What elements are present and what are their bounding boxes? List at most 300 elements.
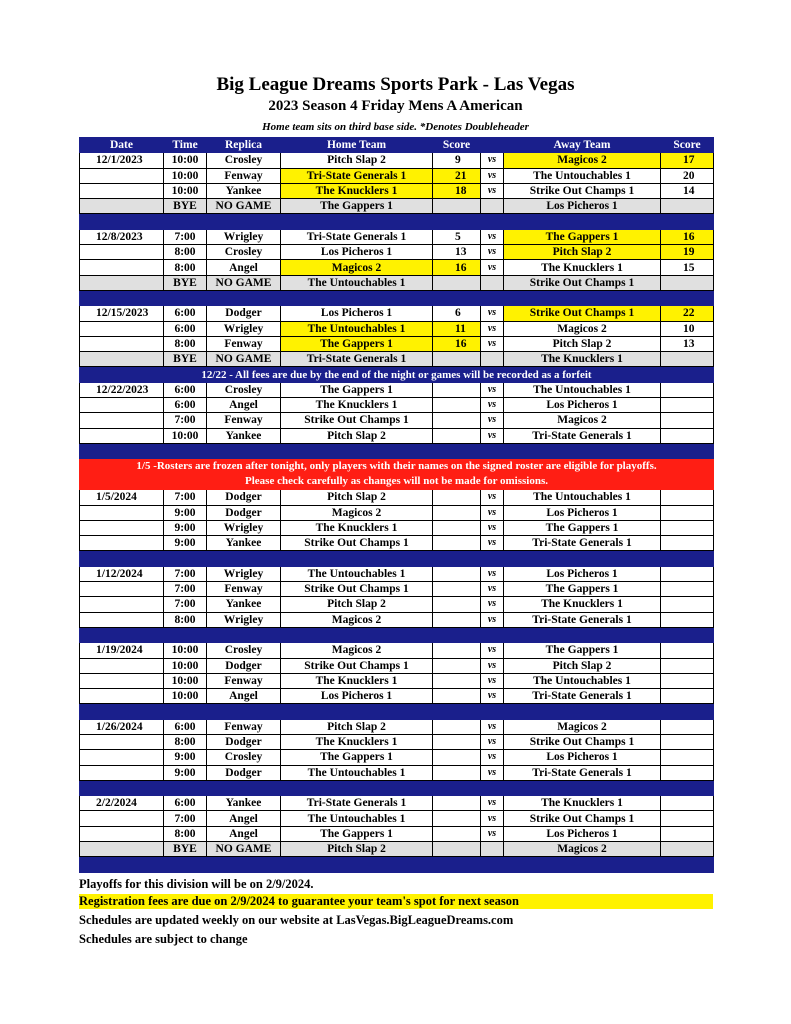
time-cell: 8:00 <box>164 612 207 627</box>
game-row <box>80 229 714 244</box>
bye-team-home: Pitch Slap 2 <box>281 842 433 857</box>
away-team: The Knucklers 1 <box>504 597 661 612</box>
replica-field: Crosley <box>207 245 281 260</box>
away-score <box>661 842 714 857</box>
replica-field: Dodger <box>207 658 281 673</box>
game-row <box>80 566 714 581</box>
replica-field: Fenway <box>207 673 281 688</box>
away-score <box>661 582 714 597</box>
away-score <box>661 811 714 826</box>
away-score <box>661 765 714 780</box>
away-team: Tri-State Generals 1 <box>504 612 661 627</box>
date-cell: 12/8/2023 <box>80 229 164 244</box>
replica-field: Dodger <box>207 490 281 505</box>
home-score <box>433 750 481 765</box>
away-team: Tri-State Generals 1 <box>504 689 661 704</box>
date-cell <box>80 765 164 780</box>
time-cell: 7:00 <box>164 413 207 428</box>
home-team: The Gappers 1 <box>281 336 433 351</box>
time-cell: 7:00 <box>164 582 207 597</box>
game-row <box>80 398 714 413</box>
away-score <box>661 566 714 581</box>
vs-label: vs <box>481 689 504 704</box>
date-cell <box>80 413 164 428</box>
col-header-replica: Replica <box>207 138 281 153</box>
vs-label: vs <box>481 719 504 734</box>
home-score <box>433 428 481 443</box>
home-team: The Gappers 1 <box>281 750 433 765</box>
col-header-time: Time <box>164 138 207 153</box>
date-cell <box>80 811 164 826</box>
replica-field: Wrigley <box>207 321 281 336</box>
game-row <box>80 245 714 260</box>
bye-row <box>80 842 714 857</box>
away-team: Tri-State Generals 1 <box>504 536 661 551</box>
col-header-date: Date <box>80 138 164 153</box>
away-team: Pitch Slap 2 <box>504 658 661 673</box>
home-score <box>433 536 481 551</box>
home-score <box>433 382 481 397</box>
time-cell: 6:00 <box>164 382 207 397</box>
home-team: Magicos 2 <box>281 612 433 627</box>
home-team: The Untouchables 1 <box>281 811 433 826</box>
vs-label: vs <box>481 183 504 198</box>
replica-field: Wrigley <box>207 520 281 535</box>
away-team: The Knucklers 1 <box>504 796 661 811</box>
home-team-note: Home team sits on third base side. *Denotes Doubleheader <box>262 121 529 133</box>
home-score <box>433 658 481 673</box>
date-cell <box>80 168 164 183</box>
fees-notice: 12/22 - All fees are due by the end of the night or games will be recorded as a forfeit <box>80 367 714 382</box>
home-score <box>433 765 481 780</box>
season-subtitle: 2023 Season 4 Friday Mens A American <box>268 98 523 114</box>
replica-field: Dodger <box>207 505 281 520</box>
date-cell: 1/26/2024 <box>80 719 164 734</box>
home-score <box>433 719 481 734</box>
home-team: The Knucklers 1 <box>281 398 433 413</box>
home-team: The Knucklers 1 <box>281 734 433 749</box>
bye-team-away: Los Picheros 1 <box>504 199 661 214</box>
home-score <box>433 413 481 428</box>
time-cell: 10:00 <box>164 658 207 673</box>
away-score: 13 <box>661 336 714 351</box>
bye-row <box>80 352 714 367</box>
home-score <box>433 734 481 749</box>
away-score <box>661 490 714 505</box>
date-cell: 1/12/2024 <box>80 566 164 581</box>
home-team: Pitch Slap 2 <box>281 153 433 168</box>
game-row <box>80 643 714 658</box>
time-cell: 6:00 <box>164 306 207 321</box>
roster-alert-row <box>80 459 714 490</box>
away-team: Tri-State Generals 1 <box>504 428 661 443</box>
away-team: Magicos 2 <box>504 321 661 336</box>
vs-label: vs <box>481 734 504 749</box>
home-score: 5 <box>433 229 481 244</box>
date-cell <box>80 734 164 749</box>
away-score: 17 <box>661 153 714 168</box>
col-header-vs <box>481 138 504 153</box>
away-score: 20 <box>661 168 714 183</box>
game-row <box>80 168 714 183</box>
away-score <box>661 413 714 428</box>
home-team: Strike Out Champs 1 <box>281 413 433 428</box>
game-row <box>80 536 714 551</box>
home-score <box>433 398 481 413</box>
no-game-label: NO GAME <box>207 352 281 367</box>
game-row <box>80 490 714 505</box>
date-cell: 12/15/2023 <box>80 306 164 321</box>
vs-label: vs <box>481 643 504 658</box>
replica-field: Yankee <box>207 796 281 811</box>
replica-field: Angel <box>207 689 281 704</box>
replica-field: Angel <box>207 398 281 413</box>
game-row <box>80 582 714 597</box>
game-row <box>80 658 714 673</box>
away-team: Strike Out Champs 1 <box>504 183 661 198</box>
home-team: Pitch Slap 2 <box>281 428 433 443</box>
home-score <box>433 689 481 704</box>
vs-label: vs <box>481 490 504 505</box>
time-cell: 10:00 <box>164 183 207 198</box>
away-score <box>661 734 714 749</box>
bye-label: BYE <box>164 199 207 214</box>
time-cell: 10:00 <box>164 689 207 704</box>
away-score <box>661 826 714 841</box>
home-score <box>433 275 481 290</box>
week-separator <box>80 290 714 305</box>
replica-field: Dodger <box>207 306 281 321</box>
time-cell: 7:00 <box>164 490 207 505</box>
home-score <box>433 673 481 688</box>
vs-label: vs <box>481 826 504 841</box>
away-team: The Untouchables 1 <box>504 673 661 688</box>
home-score: 16 <box>433 336 481 351</box>
vs-label: vs <box>481 245 504 260</box>
away-team: Magicos 2 <box>504 413 661 428</box>
away-score <box>661 689 714 704</box>
game-row <box>80 811 714 826</box>
away-team: Strike Out Champs 1 <box>504 734 661 749</box>
no-game-label: NO GAME <box>207 275 281 290</box>
home-team: Pitch Slap 2 <box>281 490 433 505</box>
no-game-label: NO GAME <box>207 199 281 214</box>
vs-label: vs <box>481 306 504 321</box>
fees-notice-row <box>80 367 714 382</box>
home-team: Strike Out Champs 1 <box>281 536 433 551</box>
home-score <box>433 352 481 367</box>
replica-field: Fenway <box>207 336 281 351</box>
home-team: Tri-State Generals 1 <box>281 796 433 811</box>
no-game-label: NO GAME <box>207 842 281 857</box>
away-score <box>661 597 714 612</box>
header-row <box>80 138 714 153</box>
separator-cell <box>80 290 714 305</box>
replica-field: Dodger <box>207 765 281 780</box>
replica-field: Fenway <box>207 582 281 597</box>
separator-cell <box>80 443 714 458</box>
away-team: Pitch Slap 2 <box>504 336 661 351</box>
home-team: Magicos 2 <box>281 643 433 658</box>
vs-label: vs <box>481 597 504 612</box>
away-score: 15 <box>661 260 714 275</box>
game-row <box>80 505 714 520</box>
subject-to-change-note: Schedules are subject to change <box>79 932 248 946</box>
date-cell <box>80 428 164 443</box>
game-row <box>80 673 714 688</box>
time-cell: 7:00 <box>164 566 207 581</box>
bye-team-home: The Gappers 1 <box>281 199 433 214</box>
home-team: The Gappers 1 <box>281 826 433 841</box>
game-row <box>80 428 714 443</box>
game-row <box>80 612 714 627</box>
date-cell <box>80 689 164 704</box>
bye-row <box>80 275 714 290</box>
game-row <box>80 689 714 704</box>
date-cell <box>80 321 164 336</box>
home-score: 6 <box>433 306 481 321</box>
game-row <box>80 796 714 811</box>
date-cell <box>80 582 164 597</box>
home-team: The Knucklers 1 <box>281 520 433 535</box>
separator-cell <box>80 857 714 872</box>
away-team: Magicos 2 <box>504 153 661 168</box>
roster-alert-line-2: Please check carefully as changes will not be made for omissions. <box>245 475 548 488</box>
away-score <box>661 536 714 551</box>
time-cell: 7:00 <box>164 811 207 826</box>
game-row <box>80 826 714 841</box>
replica-field: Crosley <box>207 382 281 397</box>
vs-label: vs <box>481 582 504 597</box>
week-separator <box>80 857 714 872</box>
time-cell: 6:00 <box>164 321 207 336</box>
time-cell: 8:00 <box>164 336 207 351</box>
date-cell: 12/22/2023 <box>80 382 164 397</box>
vs-label: vs <box>481 321 504 336</box>
col-header-home-team: Home Team <box>281 138 433 153</box>
away-team: The Untouchables 1 <box>504 490 661 505</box>
away-score <box>661 520 714 535</box>
away-team: Los Picheros 1 <box>504 505 661 520</box>
replica-field: Fenway <box>207 719 281 734</box>
time-cell: 9:00 <box>164 505 207 520</box>
home-score <box>433 643 481 658</box>
separator-cell <box>80 214 714 229</box>
date-cell <box>80 750 164 765</box>
bye-label: BYE <box>164 352 207 367</box>
replica-field: Crosley <box>207 750 281 765</box>
vs-label: vs <box>481 168 504 183</box>
time-cell: 7:00 <box>164 229 207 244</box>
replica-field: Angel <box>207 811 281 826</box>
away-score <box>661 398 714 413</box>
away-score <box>661 505 714 520</box>
col-header-away-team: Away Team <box>504 138 661 153</box>
away-team: The Gappers 1 <box>504 643 661 658</box>
playoffs-note: Playoffs for this division will be on 2/9/2024. <box>79 877 314 891</box>
away-score: 10 <box>661 321 714 336</box>
game-row <box>80 750 714 765</box>
week-separator <box>80 627 714 642</box>
date-cell <box>80 826 164 841</box>
roster-alert <box>80 459 714 490</box>
game-row <box>80 597 714 612</box>
date-cell <box>80 520 164 535</box>
date-cell <box>80 260 164 275</box>
home-team: Pitch Slap 2 <box>281 597 433 612</box>
vs-cell <box>481 199 504 214</box>
bye-team-away: Magicos 2 <box>504 842 661 857</box>
away-score <box>661 643 714 658</box>
vs-label: vs <box>481 336 504 351</box>
bye-label: BYE <box>164 842 207 857</box>
vs-label: vs <box>481 765 504 780</box>
vs-label: vs <box>481 153 504 168</box>
home-team: Strike Out Champs 1 <box>281 658 433 673</box>
game-row <box>80 734 714 749</box>
replica-field: Wrigley <box>207 229 281 244</box>
home-team: Los Picheros 1 <box>281 245 433 260</box>
page-title: Big League Dreams Sports Park - Las Vegas <box>216 74 575 95</box>
time-cell: 9:00 <box>164 750 207 765</box>
separator-cell <box>80 780 714 795</box>
bye-team-away: Strike Out Champs 1 <box>504 275 661 290</box>
home-team: Magicos 2 <box>281 505 433 520</box>
home-team: Los Picheros 1 <box>281 689 433 704</box>
away-team: Strike Out Champs 1 <box>504 811 661 826</box>
game-row <box>80 260 714 275</box>
time-cell: 9:00 <box>164 765 207 780</box>
separator-cell <box>80 704 714 719</box>
away-score <box>661 796 714 811</box>
time-cell: 7:00 <box>164 597 207 612</box>
date-cell <box>80 398 164 413</box>
time-cell: 9:00 <box>164 536 207 551</box>
home-score <box>433 520 481 535</box>
away-score: 14 <box>661 183 714 198</box>
date-cell: 1/19/2024 <box>80 643 164 658</box>
bye-team-home: The Untouchables 1 <box>281 275 433 290</box>
week-separator <box>80 551 714 566</box>
vs-label: vs <box>481 796 504 811</box>
away-team: The Untouchables 1 <box>504 168 661 183</box>
date-cell: 1/5/2024 <box>80 490 164 505</box>
game-row <box>80 520 714 535</box>
date-cell <box>80 658 164 673</box>
vs-label: vs <box>481 750 504 765</box>
time-cell: 6:00 <box>164 398 207 413</box>
date-cell <box>80 336 164 351</box>
away-score <box>661 428 714 443</box>
date-cell <box>80 199 164 214</box>
away-score <box>661 382 714 397</box>
bye-row <box>80 199 714 214</box>
home-team: The Untouchables 1 <box>281 765 433 780</box>
date-cell <box>80 673 164 688</box>
date-cell <box>80 352 164 367</box>
replica-field: Angel <box>207 826 281 841</box>
home-team: Los Picheros 1 <box>281 306 433 321</box>
vs-label: vs <box>481 229 504 244</box>
home-score <box>433 490 481 505</box>
replica-field: Wrigley <box>207 566 281 581</box>
col-header-away-score: Score <box>661 138 714 153</box>
bye-label: BYE <box>164 275 207 290</box>
date-cell <box>80 536 164 551</box>
home-team: The Knucklers 1 <box>281 673 433 688</box>
away-score <box>661 275 714 290</box>
schedule-body <box>80 153 714 872</box>
replica-field: Fenway <box>207 413 281 428</box>
game-row <box>80 306 714 321</box>
home-team: Tri-State Generals 1 <box>281 229 433 244</box>
away-team: The Gappers 1 <box>504 582 661 597</box>
vs-label: vs <box>481 428 504 443</box>
replica-field: Yankee <box>207 428 281 443</box>
home-team: Pitch Slap 2 <box>281 719 433 734</box>
replica-field: Yankee <box>207 183 281 198</box>
date-cell <box>80 275 164 290</box>
vs-label: vs <box>481 520 504 535</box>
vs-label: vs <box>481 505 504 520</box>
vs-label: vs <box>481 658 504 673</box>
home-score: 13 <box>433 245 481 260</box>
home-score <box>433 566 481 581</box>
vs-label: vs <box>481 566 504 581</box>
away-score: 22 <box>661 306 714 321</box>
time-cell: 8:00 <box>164 826 207 841</box>
week-separator <box>80 443 714 458</box>
date-cell <box>80 597 164 612</box>
game-row <box>80 153 714 168</box>
game-row <box>80 413 714 428</box>
time-cell: 6:00 <box>164 796 207 811</box>
bye-team-away: The Knucklers 1 <box>504 352 661 367</box>
home-team: The Knucklers 1 <box>281 183 433 198</box>
away-team: Pitch Slap 2 <box>504 245 661 260</box>
away-score <box>661 352 714 367</box>
away-team: The Gappers 1 <box>504 229 661 244</box>
time-cell: 10:00 <box>164 673 207 688</box>
away-team: Los Picheros 1 <box>504 398 661 413</box>
replica-field: Fenway <box>207 168 281 183</box>
away-score: 16 <box>661 229 714 244</box>
game-row <box>80 183 714 198</box>
home-score: 18 <box>433 183 481 198</box>
away-team: The Untouchables 1 <box>504 382 661 397</box>
home-score: 21 <box>433 168 481 183</box>
home-score <box>433 582 481 597</box>
away-score <box>661 750 714 765</box>
away-team: Tri-State Generals 1 <box>504 765 661 780</box>
website-note: Schedules are updated weekly on our website at LasVegas.BigLeagueDreams.com <box>79 913 514 927</box>
away-score <box>661 658 714 673</box>
week-separator <box>80 780 714 795</box>
away-score: 19 <box>661 245 714 260</box>
home-score <box>433 826 481 841</box>
vs-cell <box>481 352 504 367</box>
home-team: The Untouchables 1 <box>281 566 433 581</box>
away-team: The Gappers 1 <box>504 520 661 535</box>
home-score <box>433 505 481 520</box>
date-cell <box>80 245 164 260</box>
week-separator <box>80 704 714 719</box>
time-cell: 10:00 <box>164 168 207 183</box>
vs-label: vs <box>481 398 504 413</box>
home-score <box>433 811 481 826</box>
home-team: Tri-State Generals 1 <box>281 168 433 183</box>
home-score <box>433 842 481 857</box>
